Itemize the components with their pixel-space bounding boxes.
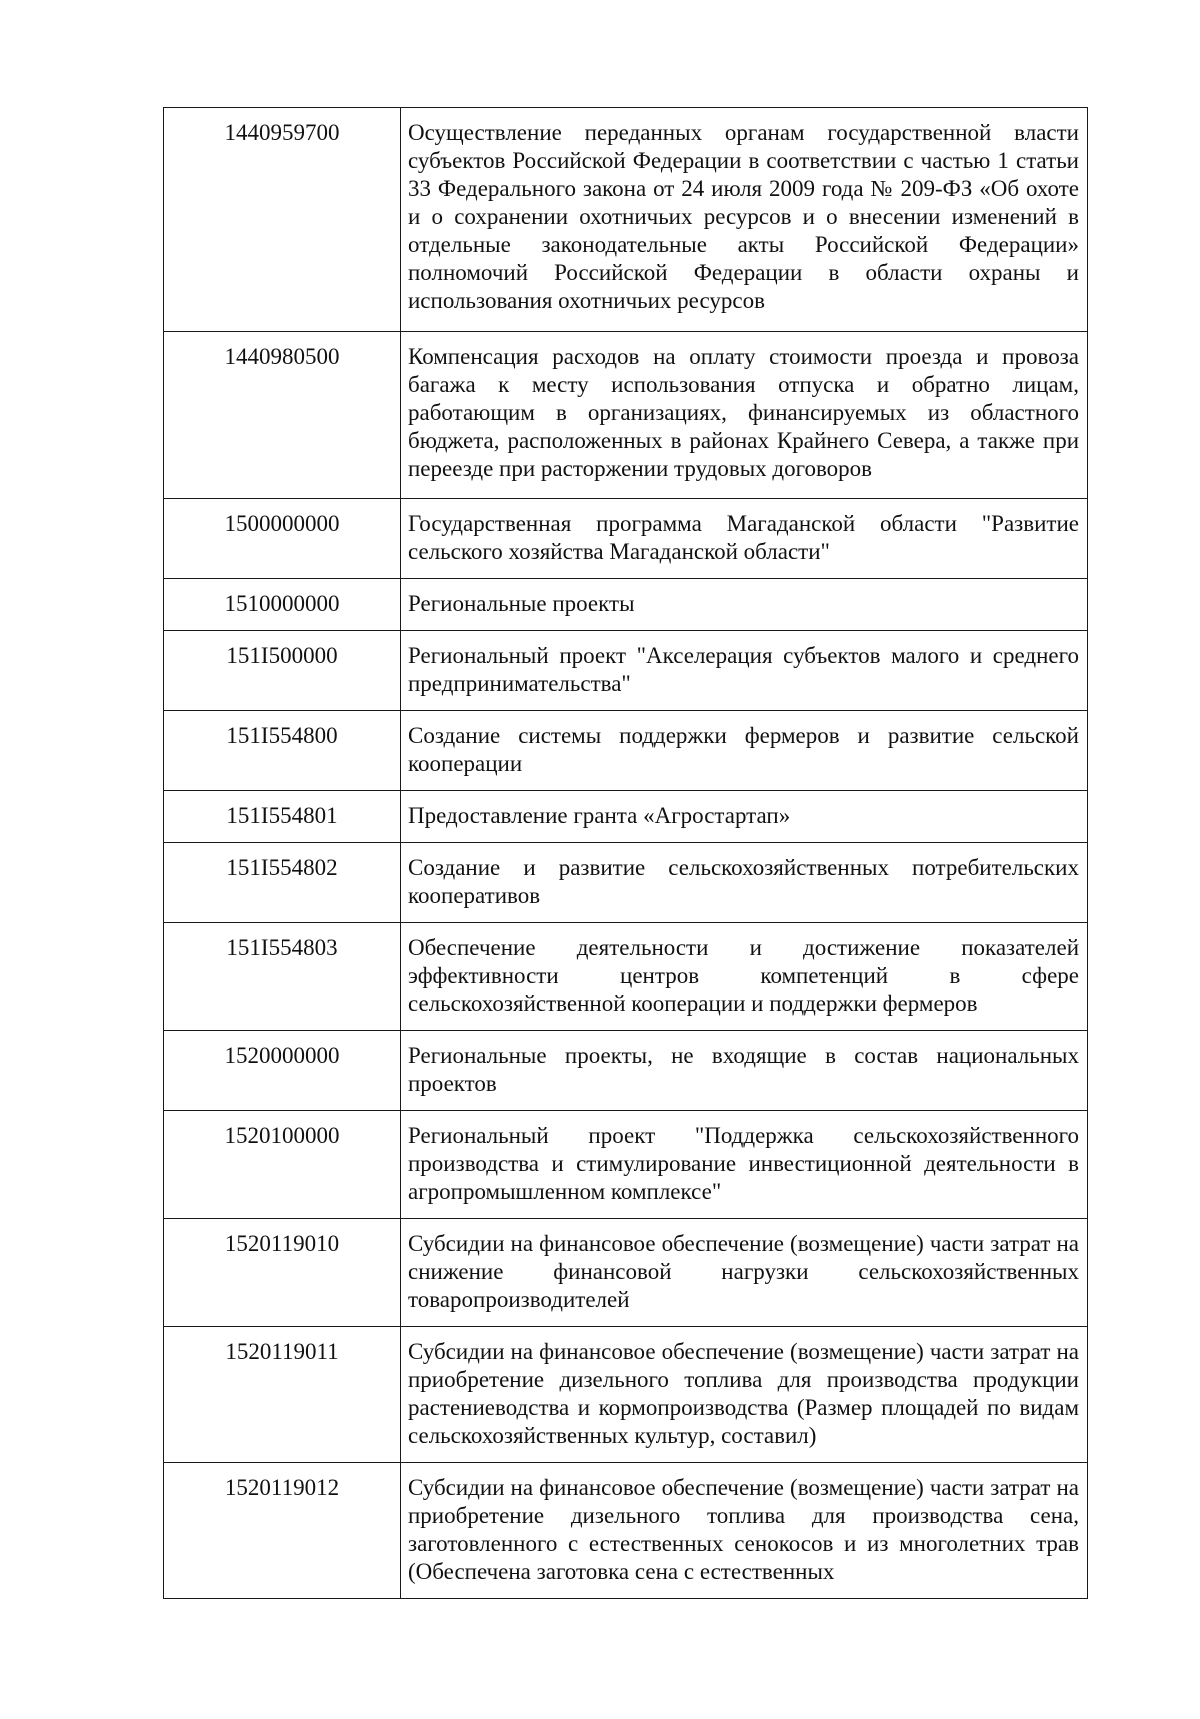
description-cell: Государственная программа Магаданской области "Развитие сельского хозяйства Магаданской области" [401, 499, 1088, 579]
code-cell: 151I554801 [164, 791, 401, 843]
description-cell: Субсидии на финансовое обеспечение (возмещение) части затрат на приобретение дизельного топлива для производства продукции растениеводства и кормопроизводства (Размер площадей по видам сельскохозяйственных культур, составил) [401, 1327, 1088, 1463]
table-row [164, 332, 1088, 499]
code-cell: 151I500000 [164, 631, 401, 711]
description-cell: Обеспечение деятельности и достижение показателей эффективности центров компетенций в сфере сельскохозяйственной кооперации и поддержки фермеров [401, 923, 1088, 1031]
description-cell: Региональные проекты, не входящие в состав национальных проектов [401, 1031, 1088, 1111]
description-cell: Региональные проекты [401, 579, 1088, 631]
code-cell: 1440980500 [164, 332, 401, 499]
code-cell: 1520000000 [164, 1031, 401, 1111]
table-row [164, 1111, 1088, 1219]
table-row [164, 579, 1088, 631]
table-row [164, 791, 1088, 843]
table-row [164, 843, 1088, 923]
table-row [164, 711, 1088, 791]
description-cell: Осуществление переданных органам государственной власти субъектов Российской Федерации в соответствии с частью 1 статьи 33 Федерального закона от 24 июля 2009 года № 209-ФЗ «Об охоте и о сохранении охотничьих ресурсов и о внесении изменений в отдельные законодательные акты Российской Федерации» полномочий Российской Федерации в области охраны и использования охотничьих ресурсов [401, 108, 1088, 332]
code-cell: 1500000000 [164, 499, 401, 579]
code-cell: 1520119010 [164, 1219, 401, 1327]
code-cell: 1520119012 [164, 1463, 401, 1599]
code-cell: 1440959700 [164, 108, 401, 332]
table-row [164, 1327, 1088, 1463]
description-cell: Предоставление гранта «Агростартап» [401, 791, 1088, 843]
table-row [164, 923, 1088, 1031]
table-body [164, 108, 1088, 1599]
table-row [164, 499, 1088, 579]
code-cell: 151I554803 [164, 923, 401, 1031]
table-row [164, 1219, 1088, 1327]
table-row [164, 108, 1088, 332]
code-cell: 1520119011 [164, 1327, 401, 1463]
description-cell: Региональный проект "Поддержка сельскохозяйственного производства и стимулирование инвестиционной деятельности в агропромышленном комплексе" [401, 1111, 1088, 1219]
code-cell: 151I554802 [164, 843, 401, 923]
description-cell: Компенсация расходов на оплату стоимости проезда и провоза багажа к месту использования отпуска и обратно лицам, работающим в организациях, финансируемых из областного бюджета, расположенных в районах Крайнего Севера, а также при переезде при расторжении трудовых договоров [401, 332, 1088, 499]
budget-codes-table [163, 107, 1088, 1599]
table-row [164, 1463, 1088, 1599]
description-cell: Субсидии на финансовое обеспечение (возмещение) части затрат на снижение финансовой нагрузки сельскохозяйственных товаропроизводителей [401, 1219, 1088, 1327]
description-cell: Региональный проект "Акселерация субъектов малого и среднего предпринимательства" [401, 631, 1088, 711]
table-row [164, 1031, 1088, 1111]
description-cell: Создание и развитие сельскохозяйственных потребительских кооперативов [401, 843, 1088, 923]
description-cell: Создание системы поддержки фермеров и развитие сельской кооперации [401, 711, 1088, 791]
code-cell: 1520100000 [164, 1111, 401, 1219]
description-cell: Субсидии на финансовое обеспечение (возмещение) части затрат на приобретение дизельного топлива для производства сена, заготовленного с естественных сенокосов и из многолетних трав (Обеспечена заготовка сена с естественных [401, 1463, 1088, 1599]
code-cell: 151I554800 [164, 711, 401, 791]
table-row [164, 631, 1088, 711]
code-cell: 1510000000 [164, 579, 401, 631]
